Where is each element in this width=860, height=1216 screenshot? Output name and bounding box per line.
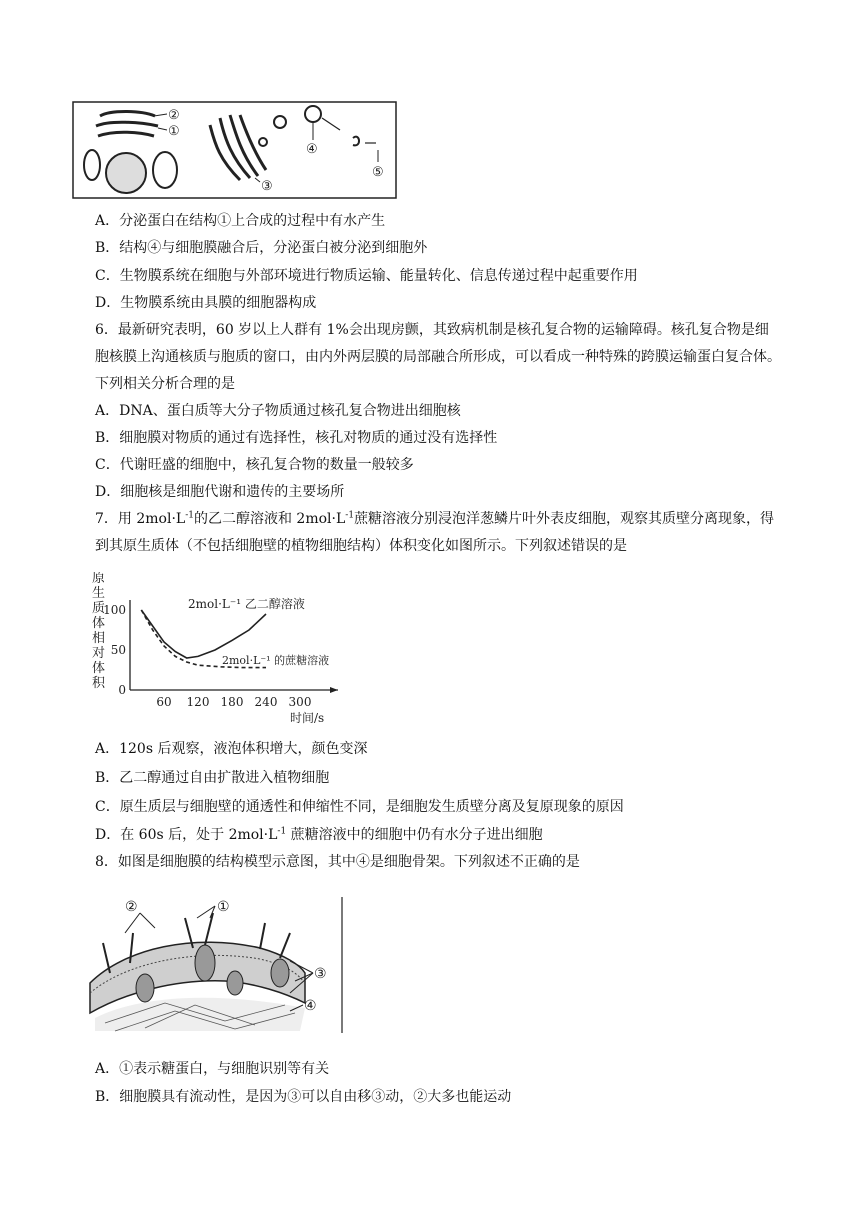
fig1-label-5: ⑤ xyxy=(372,165,384,180)
fig1-label-3: ③ xyxy=(261,179,273,194)
fig1-label-4: ④ xyxy=(306,142,318,157)
x-tick-label: 300 xyxy=(288,695,312,709)
y-tick-label: 100 xyxy=(103,603,126,617)
protein-a xyxy=(136,974,154,1002)
q5-option-a: A．分泌蛋白在结构①上合成的过程中有水产生 xyxy=(95,213,386,229)
y-axis-label: 原生质体相对体积 xyxy=(92,572,106,691)
golgi-body xyxy=(210,115,266,180)
x-axis-label: 时间/s xyxy=(290,711,325,725)
vesicle-medium xyxy=(274,116,286,128)
y-tick-label: 50 xyxy=(110,643,126,657)
q6-option-c: C．代谢旺盛的细胞中，核孔复合物的数量一般较多 xyxy=(95,457,414,473)
q8-stem: 8．如图是细胞膜的结构模型示意图，其中④是细胞骨架。下列叙述不正确的是 xyxy=(95,854,580,870)
q7-option-a: A．120s 后观察，液泡体积增大，颜色变深 xyxy=(95,741,368,757)
q7-option-c: C．原生质层与细胞壁的通透性和伸缩性不同，是细胞发生质壁分离及复原现象的原因 xyxy=(95,799,624,815)
protein-c xyxy=(227,971,243,995)
x-axis-arrow xyxy=(330,687,338,693)
secretion-figure xyxy=(70,100,400,202)
q6-stem-line-3: 下列相关分析合理的是 xyxy=(95,376,235,392)
protein-d xyxy=(271,959,289,987)
fig3-label-1: ① xyxy=(217,899,230,915)
series-label-sucrose: 2mol·L⁻¹ 的蔗糖溶液 xyxy=(222,654,330,667)
mitochondrion-right xyxy=(153,152,177,188)
fig3-label-4: ④ xyxy=(304,998,317,1014)
series-label-ethylene-glycol: 2mol·L⁻¹ 乙二醇溶液 xyxy=(188,597,305,611)
fig1-label-1: ① xyxy=(168,124,180,139)
q7-stem-line-1: 7．用 $2mol\cdot L^{-1}$的乙二醇溶液和 $2mol\cdot L^{-1}$蔗糖溶液分别浸泡洋葱鳞片叶外表皮细胞，观察其质壁分离现象，得 xyxy=(95,510,775,527)
er-structure xyxy=(96,112,158,137)
cell-membrane-model-figure xyxy=(85,893,347,1035)
q8-option-b: B．细胞膜具有流动性，是因为③可以自由移③动，②大多也能运动 xyxy=(95,1089,512,1105)
fig3-label-2: ② xyxy=(125,899,138,915)
q6-option-a: A．DNA、蛋白质等大分子物质通过核孔复合物进出细胞核 xyxy=(95,403,461,419)
fig3-label-3: ③ xyxy=(314,966,327,982)
q7-option-d: D．在 60s 后，处于 $2mol\cdot L^{-1}$ 蔗糖溶液中的细胞中仍有水分子进出细胞 xyxy=(95,826,543,843)
q6-stem-line-2: 胞核膜上沟通核质与胞质的窗口，由内外两层膜的局部融合所形成，可以看成一种特殊的跨膜运输蛋白复合体。 xyxy=(95,349,781,365)
x-tick-label: 180 xyxy=(220,695,244,709)
protein-b xyxy=(195,945,215,981)
vesicle-small xyxy=(259,138,267,146)
protoplast-volume-chart xyxy=(80,572,340,732)
x-tick-label: 120 xyxy=(186,695,210,709)
q8-option-a: A．①表示糖蛋白，与细胞识别等有关 xyxy=(95,1061,330,1077)
q6-stem-line-1: 6．最新研究表明，60 岁以上人群有 1%会出现房颤，其致病机制是核孔复合物的运输障碍。核孔复合物是细 xyxy=(95,322,769,338)
vesicle-large xyxy=(305,106,321,122)
series-line-0 xyxy=(141,610,266,658)
q5-option-b: B．结构④与细胞膜融合后，分泌蛋白被分泌到细胞外 xyxy=(95,240,428,256)
mitochondrion-left xyxy=(84,150,100,180)
q6-option-d: D．细胞核是细胞代谢和遗传的主要场所 xyxy=(95,484,345,500)
q6-option-b: B．细胞膜对物质的通过有选择性，核孔对物质的通过没有选择性 xyxy=(95,430,498,446)
q7-stem-line-2: 到其原生质体（不包括细胞壁的植物细胞结构）体积变化如图所示。下列叙述错误的是 xyxy=(95,538,627,554)
x-tick-label: 60 xyxy=(156,695,172,709)
fig1-label-2: ② xyxy=(168,108,180,123)
y-tick-label: 0 xyxy=(118,683,126,697)
q5-option-d: D．生物膜系统由具膜的细胞器构成 xyxy=(95,295,317,311)
q5-option-c: C．生物膜系统在细胞与外部环境进行物质运输、能量转化、信息传递过程中起重要作用 xyxy=(95,268,638,284)
q7-option-b: B．乙二醇通过自由扩散进入植物细胞 xyxy=(95,770,330,786)
x-tick-label: 240 xyxy=(254,695,278,709)
nucleus xyxy=(106,153,146,193)
